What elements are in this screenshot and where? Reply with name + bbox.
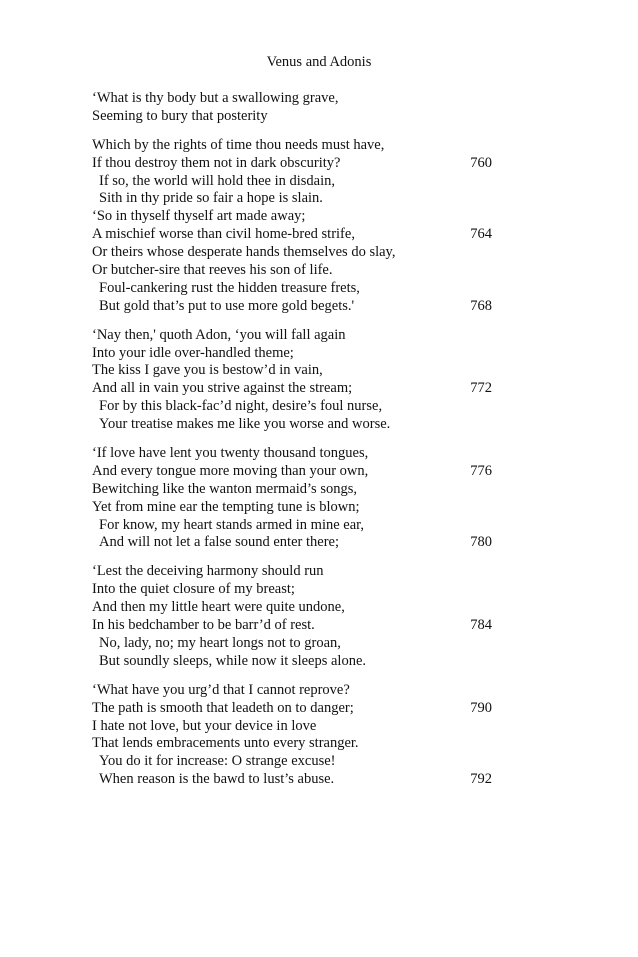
stanza bbox=[92, 137, 492, 316]
poem-body bbox=[92, 90, 492, 789]
verse-line bbox=[92, 599, 492, 617]
verse-line bbox=[92, 226, 492, 244]
verse-text: When reason is the bawd to lust’s abuse. bbox=[99, 771, 335, 788]
verse-line bbox=[92, 463, 492, 481]
verse-text: And will not let a false sound enter there; bbox=[99, 534, 339, 551]
verse-line bbox=[92, 137, 492, 155]
verse-text: The path is smooth that leadeth on to danger; bbox=[92, 699, 354, 716]
stanza bbox=[92, 682, 492, 789]
verse-line bbox=[92, 481, 492, 499]
verse-line bbox=[92, 445, 492, 463]
verse-text: Sith in thy pride so fair a hope is slain. bbox=[99, 190, 323, 207]
verse-line bbox=[92, 190, 492, 208]
verse-text: If thou destroy them not in dark obscurity? bbox=[92, 154, 341, 171]
verse-text: The kiss I gave you is bestow’d in vain, bbox=[92, 362, 323, 379]
verse-line bbox=[92, 155, 492, 173]
verse-line bbox=[92, 617, 492, 635]
verse-text: Or butcher-sire that reeves his son of life. bbox=[92, 262, 333, 279]
verse-line bbox=[92, 653, 492, 671]
verse-text: And every tongue more moving than your own, bbox=[92, 462, 369, 479]
line-number: 764 bbox=[470, 226, 492, 243]
verse-text: For by this black-fac’d night, desire’s foul nurse, bbox=[99, 398, 383, 415]
stanza bbox=[92, 445, 492, 552]
verse-text: Your treatise makes me like you worse and worse. bbox=[99, 416, 391, 433]
verse-text: ‘Nay then,' quoth Adon, ‘you will fall again bbox=[92, 326, 346, 343]
verse-text: But soundly sleeps, while now it sleeps alone. bbox=[99, 652, 367, 669]
verse-line bbox=[92, 534, 492, 552]
verse-line bbox=[92, 298, 492, 316]
verse-text: ‘What is thy body but a swallowing grave, bbox=[92, 90, 339, 106]
verse-line bbox=[92, 90, 492, 108]
line-number: 768 bbox=[470, 297, 492, 314]
verse-line bbox=[92, 718, 492, 736]
verse-line bbox=[92, 327, 492, 345]
verse-text: Into the quiet closure of my breast; bbox=[92, 581, 295, 598]
stanza-gap bbox=[92, 671, 492, 682]
verse-text: For know, my heart stands armed in mine ear, bbox=[99, 516, 365, 533]
verse-text: ‘If love have lent you twenty thousand tongues, bbox=[92, 445, 369, 462]
verse-text: Seeming to bury that posterity bbox=[92, 107, 268, 124]
verse-line bbox=[92, 416, 492, 434]
verse-text: ‘What have you urg’d that I cannot reprove? bbox=[92, 681, 350, 698]
verse-line bbox=[92, 173, 492, 191]
line-number: 784 bbox=[470, 617, 492, 634]
verse-text: Or theirs whose desperate hands themselves do slay, bbox=[92, 244, 396, 261]
verse-text: ‘Lest the deceiving harmony should run bbox=[92, 563, 324, 580]
verse-line bbox=[92, 108, 492, 126]
verse-text: Foul-cankering rust the hidden treasure frets, bbox=[99, 279, 360, 296]
verse-line bbox=[92, 517, 492, 535]
stanza bbox=[92, 563, 492, 670]
verse-line bbox=[92, 563, 492, 581]
verse-line bbox=[92, 280, 492, 298]
verse-text: If so, the world will hold thee in disdain, bbox=[99, 172, 335, 189]
verse-text: In his bedchamber to be barr’d of rest. bbox=[92, 617, 315, 634]
verse-text: You do it for increase: O strange excuse! bbox=[99, 753, 336, 770]
verse-text: A mischief worse than civil home-bred strife, bbox=[92, 226, 355, 243]
verse-line bbox=[92, 499, 492, 517]
verse-line bbox=[92, 635, 492, 653]
verse-text: Into your idle over-handled theme; bbox=[92, 344, 294, 361]
line-number: 790 bbox=[470, 699, 492, 716]
verse-text: Which by the rights of time thou needs must have, bbox=[92, 136, 385, 153]
stanza bbox=[92, 327, 492, 434]
verse-line bbox=[92, 208, 492, 226]
verse-text: And then my little heart were quite undone, bbox=[92, 599, 345, 616]
verse-line bbox=[92, 753, 492, 771]
line-number: 780 bbox=[470, 534, 492, 551]
line-number: 792 bbox=[470, 771, 492, 788]
verse-line bbox=[92, 262, 492, 280]
verse-line bbox=[92, 345, 492, 363]
verse-line bbox=[92, 362, 492, 380]
verse-text: Yet from mine ear the tempting tune is blown; bbox=[92, 498, 360, 515]
verse-text: But gold that’s put to use more gold begets.' bbox=[99, 297, 355, 314]
verse-text: ‘So in thyself thyself art made away; bbox=[92, 208, 306, 225]
verse-line bbox=[92, 682, 492, 700]
verse-line bbox=[92, 398, 492, 416]
page-title: Venus and Adonis bbox=[266, 54, 372, 70]
stanza-gap bbox=[92, 316, 492, 327]
line-number: 776 bbox=[470, 462, 492, 479]
stanza-gap bbox=[92, 552, 492, 563]
verse-text: And all in vain you strive against the stream; bbox=[92, 380, 353, 397]
verse-line bbox=[92, 771, 492, 789]
verse-line bbox=[92, 380, 492, 398]
verse-line bbox=[92, 581, 492, 599]
verse-text: No, lady, no; my heart longs not to groan, bbox=[99, 634, 341, 651]
verse-text: That lends embracements unto every stranger. bbox=[92, 735, 359, 752]
line-number: 760 bbox=[470, 154, 492, 171]
verse-text: Bewitching like the wanton mermaid’s songs, bbox=[92, 480, 357, 497]
stanza-gap bbox=[92, 434, 492, 445]
verse-text: I hate not love, but your device in love bbox=[92, 717, 317, 734]
verse-line bbox=[92, 700, 492, 718]
line-number: 772 bbox=[470, 380, 492, 397]
verse-line bbox=[92, 735, 492, 753]
stanza-gap bbox=[92, 126, 492, 137]
verse-line bbox=[92, 244, 492, 262]
stanza bbox=[92, 90, 492, 126]
